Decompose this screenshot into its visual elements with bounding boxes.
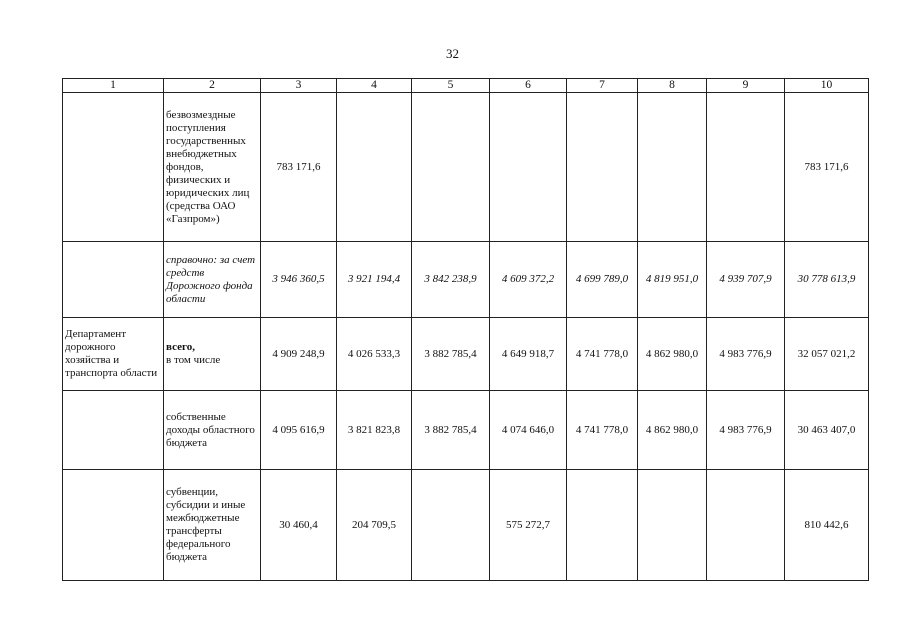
column-header: 6 [490, 79, 567, 93]
value-cell: 575 272,7 [490, 470, 567, 581]
department-cell [63, 93, 164, 242]
total-cell: 32 057 021,2 [785, 318, 869, 391]
table-row [63, 242, 869, 318]
value-cell: 3 821 823,8 [337, 391, 412, 470]
total-cell: 783 171,6 [785, 93, 869, 242]
value-cell: 30 460,4 [261, 470, 337, 581]
value-cell: 204 709,5 [337, 470, 412, 581]
column-header: 7 [567, 79, 638, 93]
table-row [63, 391, 869, 470]
department-cell [63, 391, 164, 470]
department-cell: Департамент дорожного хозяйства и транспорта области [63, 318, 164, 391]
value-cell [567, 93, 638, 242]
column-header: 3 [261, 79, 337, 93]
value-cell: 4 741 778,0 [567, 318, 638, 391]
page-number: 32 [446, 46, 459, 61]
department-cell [63, 242, 164, 318]
total-cell: 30 463 407,0 [785, 391, 869, 470]
total-cell: 30 778 613,9 [785, 242, 869, 318]
value-cell: 4 026 533,3 [337, 318, 412, 391]
value-cell: 4 074 646,0 [490, 391, 567, 470]
funding-source-cell: собственные доходы областного бюджета [164, 391, 261, 470]
value-cell [412, 470, 490, 581]
value-cell: 4 909 248,9 [261, 318, 337, 391]
funding-source-cell [164, 318, 261, 391]
column-header: 4 [337, 79, 412, 93]
value-cell: 4 741 778,0 [567, 391, 638, 470]
table-row [63, 318, 869, 391]
department-cell [63, 470, 164, 581]
funding-source-cell: субвенции, субсидии и иные межбюджетные трансферты федерального бюджета [164, 470, 261, 581]
table-row [63, 470, 869, 581]
value-cell: 4 609 372,2 [490, 242, 567, 318]
table-row [63, 93, 869, 242]
value-cell: 4 862 980,0 [638, 318, 707, 391]
total-label: всего, [166, 341, 195, 353]
column-header: 5 [412, 79, 490, 93]
budget-table [62, 78, 869, 581]
column-header: 2 [164, 79, 261, 93]
value-cell [638, 93, 707, 242]
value-cell: 3 921 194,4 [337, 242, 412, 318]
value-cell: 4 649 918,7 [490, 318, 567, 391]
value-cell: 4 862 980,0 [638, 391, 707, 470]
value-cell: 4 983 776,9 [707, 318, 785, 391]
column-number-row [63, 79, 869, 93]
value-cell [567, 470, 638, 581]
value-cell: 3 882 785,4 [412, 318, 490, 391]
funding-source-cell: справочно: за счет средств Дорожного фонда области [164, 242, 261, 318]
value-cell: 4 095 616,9 [261, 391, 337, 470]
value-cell [337, 93, 412, 242]
value-cell: 4 983 776,9 [707, 391, 785, 470]
value-cell [707, 93, 785, 242]
column-header: 10 [785, 79, 869, 93]
value-cell: 3 946 360,5 [261, 242, 337, 318]
column-header: 1 [63, 79, 164, 93]
including-label: в том числе [166, 354, 221, 366]
funding-source-cell: безвозмездные поступления государственных внебюджетных фондов, физических и юридических лиц (средства ОАО «Газпром») [164, 93, 261, 242]
value-cell: 4 939 707,9 [707, 242, 785, 318]
value-cell [412, 93, 490, 242]
value-cell: 3 842 238,9 [412, 242, 490, 318]
value-cell [707, 470, 785, 581]
column-header: 9 [707, 79, 785, 93]
total-cell: 810 442,6 [785, 470, 869, 581]
value-cell: 3 882 785,4 [412, 391, 490, 470]
value-cell: 783 171,6 [261, 93, 337, 242]
value-cell: 4 819 951,0 [638, 242, 707, 318]
column-header: 8 [638, 79, 707, 93]
value-cell: 4 699 789,0 [567, 242, 638, 318]
value-cell [490, 93, 567, 242]
value-cell [638, 470, 707, 581]
